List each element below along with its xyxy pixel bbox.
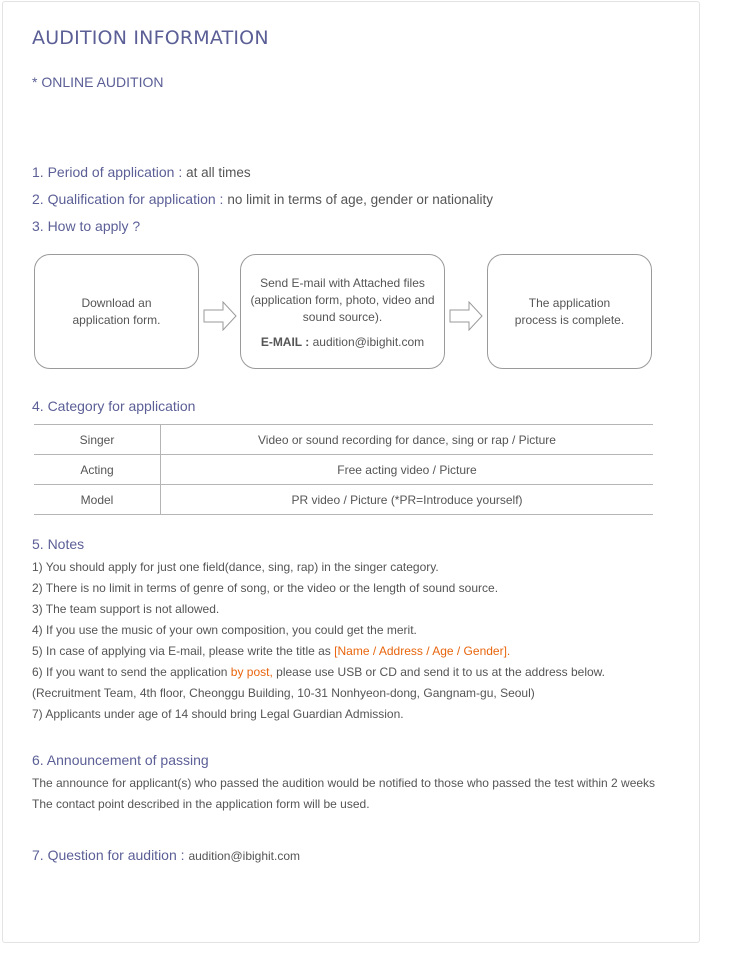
- step-complete-box: [487, 254, 652, 369]
- list-item: [32, 641, 605, 662]
- table-row: [34, 425, 653, 455]
- announcement-heading: 6. Announcement of passing: [32, 752, 209, 768]
- list-item: [32, 662, 605, 683]
- email-separator: :: [301, 334, 313, 349]
- period-heading: [32, 164, 251, 180]
- notes-heading: 5. Notes: [32, 536, 85, 552]
- category-description: Free acting video / Picture: [161, 455, 654, 485]
- category-name: Acting: [34, 455, 161, 485]
- note-6-text: 6) If you want to send the application: [32, 665, 231, 679]
- period-separator: :: [174, 164, 187, 180]
- category-heading: 4. Category for application: [32, 398, 196, 414]
- question-heading: [32, 847, 300, 863]
- list-item: 3) The team support is not allowed.: [32, 602, 220, 616]
- table-row: [34, 485, 653, 515]
- step-send-email-box: [240, 254, 445, 369]
- step-3-line-2: process is complete.: [514, 312, 625, 327]
- page-title: AUDITION INFORMATION: [32, 27, 269, 49]
- question-email[interactable]: audition@ibighit.com: [188, 849, 301, 863]
- period-label: 1. Period of application: [32, 164, 175, 180]
- list-item: 4) If you use the music of your own composition, you could get the merit.: [32, 623, 417, 637]
- qualification-heading: [32, 191, 493, 207]
- category-table: [34, 424, 653, 515]
- category-name: Singer: [34, 425, 161, 455]
- step-1-line-1: Download an: [81, 295, 152, 310]
- step-2-line-2: (application form, photo, video and: [250, 292, 435, 307]
- table-row: [34, 455, 653, 485]
- list-item: (Recruitment Team, 4th floor, Cheonggu Building, 10-31 Nonhyeon-dong, Gangnam-gu, Seoul): [32, 686, 535, 700]
- announcement-line: The announce for applicant(s) who passed the audition would be notified to those who passed the test within 2 weeks: [32, 776, 656, 790]
- notes-list: [32, 557, 605, 725]
- note-5-highlight: [Name / Address / Age / Gender].: [334, 644, 511, 658]
- step-1-line-2: application form.: [72, 312, 161, 327]
- step-3-line-1: The application: [528, 295, 611, 310]
- qualification-value: no limit in terms of age, gender or nationality: [227, 192, 493, 207]
- how-to-apply-heading: 3. How to apply ?: [32, 218, 141, 234]
- list-item: 2) There is no limit in terms of genre of song, or the video or the length of sound source.: [32, 581, 499, 595]
- announcement-text: [32, 773, 655, 815]
- arrow-right-icon: [449, 301, 483, 331]
- online-audition-subtitle: * ONLINE AUDITION: [32, 74, 164, 90]
- note-6-text-end: please use USB or CD and send it to us at the address below.: [272, 665, 606, 679]
- qualification-label: 2. Qualification for application: [32, 191, 216, 207]
- note-5-text: 5) In case of applying via E-mail, please write the title as: [32, 644, 335, 658]
- list-item: 1) You should apply for just one field(dance, sing, rap) in the singer category.: [32, 560, 439, 574]
- qualification-separator: :: [215, 191, 228, 207]
- question-separator: :: [176, 847, 189, 863]
- email-address[interactable]: audition@ibighit.com: [312, 334, 425, 349]
- category-description: PR video / Picture (*PR=Introduce yourself): [161, 485, 654, 515]
- arrow-right-icon: [203, 301, 237, 331]
- category-name: Model: [34, 485, 161, 515]
- step-2-line-3: sound source).: [302, 309, 383, 324]
- list-item: 7) Applicants under age of 14 should bring Legal Guardian Admission.: [32, 707, 404, 721]
- announcement-line: The contact point described in the application form will be used.: [32, 797, 370, 811]
- email-label: E-MAIL: [260, 334, 302, 349]
- note-6-highlight: by post,: [230, 665, 273, 679]
- period-value: at all times: [186, 165, 251, 180]
- category-description: Video or sound recording for dance, sing or rap / Picture: [161, 425, 654, 455]
- step-2-line-1: Send E-mail with Attached files: [260, 275, 425, 290]
- step-download-box: [34, 254, 199, 369]
- step-2-email-line: [261, 334, 424, 351]
- question-label: 7. Question for audition: [32, 847, 177, 863]
